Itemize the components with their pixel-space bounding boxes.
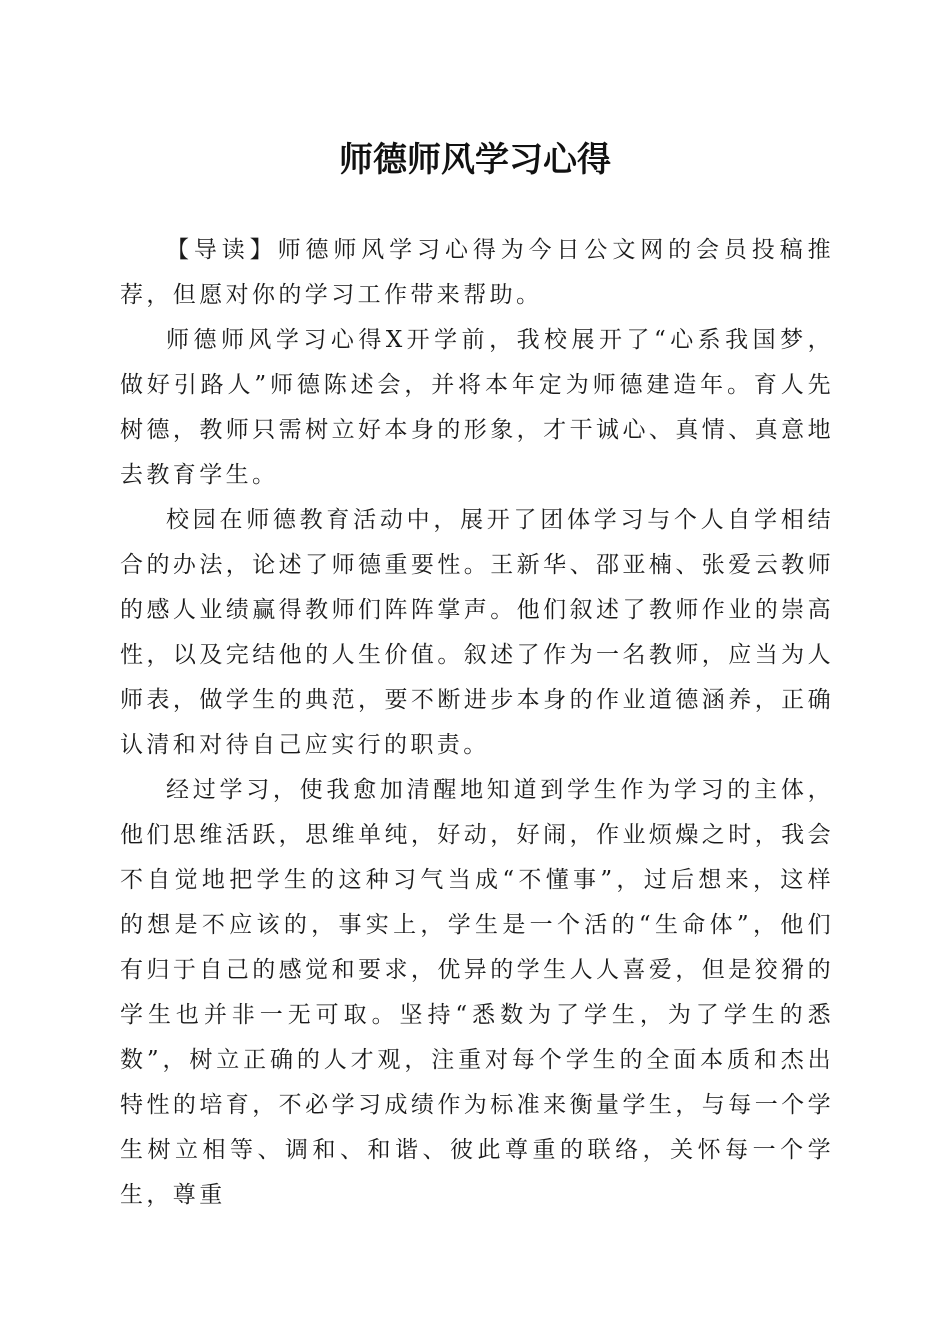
paragraph-intro: 【导读】师德师风学习心得为今日公文网的会员投稿推荐，但愿对你的学习工作带来帮助。 — [120, 237, 834, 308]
document-title: 师德师风学习心得 — [339, 140, 611, 180]
paragraph-2: 校园在师德教育活动中，展开了团体学习与个人自学相结合的办法，论述了师德重要性。王新华、邵亚楠、张爱云教师的感人业绩赢得教师们阵阵掌声。他们叙述了教师作业的崇高性，以及完结他的人生价值。叙述了作为一名教师，应当为人师表，做学生的典范，要不断进步本身的作业道德涵养，正确认清和对待自己应实行的职责。 — [120, 507, 834, 758]
document-body — [120, 228, 834, 1218]
paragraph-1: 师德师风学习心得X开学前，我校展开了“心系我国梦，做好引路人”师德陈述会，并将本年定为师德建造年。育人先树德，教师只需树立好本身的形象，才干诚心、真情、真意地去教育学生。 — [120, 327, 834, 488]
paragraph-3: 经过学习，使我愈加清醒地知道到学生作为学习的主体，他们思维活跃，思维单纯，好动，好闹，作业烦燥之时，我会不自觉地把学生的这种习气当成“不懂事”，过后想来，这样的想是不应该的，事实上，学生是一个活的“生命体”，他们有归于自己的感觉和要求，优异的学生人人喜爱，但是狡猾的学生也并非一无可取。坚持“悉数为了学生，为了学生的悉数”，树立正确的人才观，注重对每个学生的全面本质和杰出特性的培育，不必学习成绩作为标准来衡量学生，与每一个学生树立相等、调和、和谐、彼此尊重的联络，关怀每一个学生，尊重 — [120, 777, 834, 1208]
